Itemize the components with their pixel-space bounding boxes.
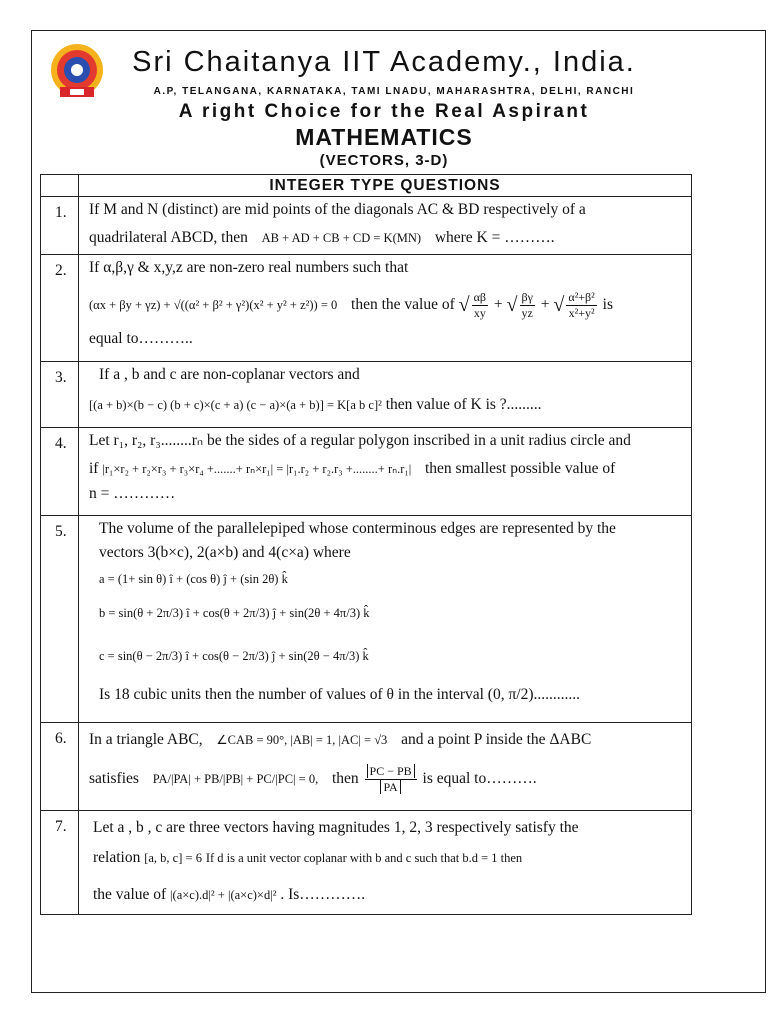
question-text: satisfies <box>89 769 139 787</box>
tagline: A right Choice for the Real Aspirant <box>178 101 590 122</box>
section-header-row <box>41 175 692 197</box>
question-body <box>79 428 692 516</box>
question-number: 1. <box>41 197 79 255</box>
question-text: . Is…………. <box>280 886 366 904</box>
question-text: The volume of the parallelepiped whose conterminous edges are represented by the <box>99 520 616 538</box>
question-text: If α,β,γ & x,y,z are non-zero real numbers such that <box>89 259 409 277</box>
question-body <box>79 362 692 428</box>
question-number: 2. <box>41 255 79 362</box>
question-number: 4. <box>41 428 79 516</box>
math-expression: [a, b, c] = 6 <box>144 850 202 865</box>
question-text: quadrilateral ABCD, then <box>89 228 248 246</box>
question-text: In a triangle ABC, <box>89 731 203 749</box>
question-text: equal to……….. <box>89 329 193 347</box>
question-text: If a , b and c are non-coplanar vectors and <box>99 366 360 384</box>
question-text: then the value of <box>351 295 455 313</box>
question-text: is <box>602 295 613 313</box>
academy-title: Sri Chaitanya IIT Academy., India. <box>132 46 636 78</box>
question-text: the value of <box>93 886 167 904</box>
question-text: Is 18 cubic units then the number of values of θ in the interval (0, π/2)............ <box>99 686 581 703</box>
question-text: then smallest possible value of <box>424 459 616 477</box>
math-expression: ∠CAB = 90°, |AB| = 1, |AC| = √3 <box>216 733 388 748</box>
question-text: vectors 3(b×c), 2(a×b) and 4(c×a) where <box>99 543 351 561</box>
math-expression: c = sin(θ − 2π/3) î + cos(θ − 2π/3) ĵ + sin(2θ − 4π/3) k̂ <box>99 649 369 664</box>
section-title: INTEGER TYPE QUESTIONS <box>79 175 692 197</box>
question-number: 3. <box>41 362 79 428</box>
question-text: Let r₁, r₂, r₃........rₙ be the sides of a regular polygon inscribed in a unit radius circle and <box>89 432 631 450</box>
math-expression: |(a×c).d|² + |(a×c)×d|² <box>170 888 277 903</box>
question-row-3 <box>41 362 692 428</box>
math-expression: [(a + b)×(b − c) (b + c)×(c + a) (c − a)×(a + b)] = K[a b c]² <box>89 397 382 412</box>
question-row-6 <box>41 723 692 811</box>
question-text: relation <box>93 848 141 866</box>
math-expression: AB + AD + CB + CD = K(MN) <box>261 230 422 245</box>
question-body <box>79 197 692 255</box>
question-row-7 <box>41 811 692 915</box>
question-row-2 <box>41 255 692 362</box>
subject-title: MATHEMATICS <box>295 124 473 150</box>
question-body <box>79 811 692 915</box>
question-number: 6. <box>41 723 79 811</box>
question-text: and a point P inside the ΔABC <box>401 731 592 749</box>
question-number: 7. <box>41 811 79 915</box>
question-text: If d is a unit vector coplanar with b and c such that b.d = 1 then <box>205 850 523 865</box>
question-text: is equal to………. <box>422 769 537 787</box>
question-row-1 <box>41 197 692 255</box>
question-row-5 <box>41 516 692 723</box>
states-line: A.P, TELANGANA, KARNATAKA, TAMI LNADU, MAHARASHTRA, DELHI, RANCHI <box>153 86 635 97</box>
question-text: then value of K is ?......... <box>385 395 542 413</box>
questions-table <box>40 174 692 915</box>
math-expression: b = sin(θ + 2π/3) î + cos(θ + 2π/3) ĵ + sin(2θ + 4π/3) k̂ <box>99 605 370 620</box>
question-body: If α,β,γ & x,y,z are non-zero real numbers such that (αx + βy + γz) + √((α² + β² + γ²)(x² + y² + z²)) = 0 then the value of √ $\frac{\alpha\beta}{xy}$ + √ $\frac{\beta\gamma}{yz}$ + √ $\frac{\text{α²+β²}}{\text{x²+y²}}$ is equal to……….. <box>79 255 692 362</box>
question-text: if <box>89 459 99 477</box>
math-expression: PA/|PA| + PB/|PB| + PC/|PC| = 0, <box>152 771 319 786</box>
question-number: 5. <box>41 516 79 723</box>
question-text: Let a , b , c are three vectors having magnitudes 1, 2, 3 respectively satisfy the <box>93 819 579 837</box>
question-text: then <box>331 769 359 787</box>
math-expression: |r₁×r₂ + r₂×r₃ + r₃×r₄ +.......+ rₙ×r₁| = |r₁.r₂ + r₂.r₃ +........+ rₙ.r₁| <box>102 461 412 476</box>
math-expression: (αx + βy + γz) + √((α² + β² + γ²)(x² + y² + z²)) = 0 <box>89 297 338 312</box>
question-text: If M and N (distinct) are mid points of the diagonals AC & BD respectively of a <box>89 201 586 219</box>
topic-title: (VECTORS, 3-D) <box>319 152 449 169</box>
math-expression: a = (1+ sin θ) î + (cos θ) ĵ + (sin 2θ) k̂ <box>99 572 288 587</box>
question-text: n = ………… <box>89 485 176 503</box>
question-body: In a triangle ABC, ∠CAB = 90°, |AB| = 1, |AC| = √3 and a point P inside the ΔABC satisfies PA/|PA| + PB/|PB| + PC/|PC| = 0, then $\frac{PC - PB}{PA}$ is equal to………. <box>79 723 692 811</box>
question-text: where K = ………. <box>434 228 555 246</box>
question-body <box>79 516 692 723</box>
question-row-4 <box>41 428 692 516</box>
